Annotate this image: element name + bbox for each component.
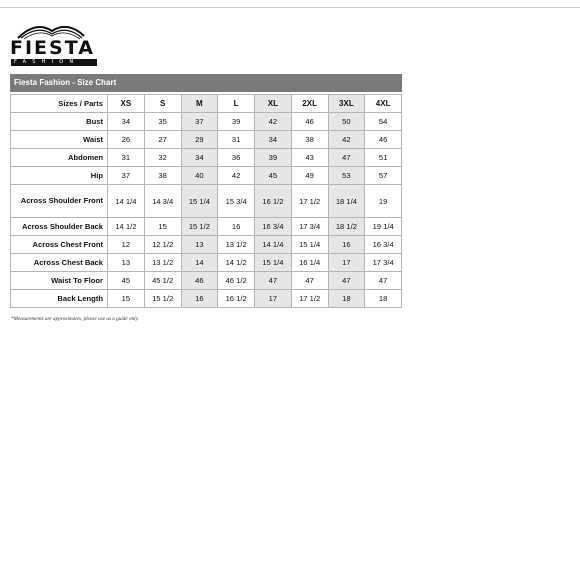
table-row: [11, 290, 402, 308]
table-cell: 16: [218, 218, 255, 236]
row-label: Across Chest Front: [11, 236, 108, 254]
table-cell: 36: [218, 149, 255, 167]
row-label: Back Length: [11, 290, 108, 308]
table-cell: 16 3/4: [365, 236, 402, 254]
table-cell: 14 1/2: [218, 254, 255, 272]
table-cell: 51: [365, 149, 402, 167]
table-cell: 16 1/4: [291, 254, 328, 272]
table-cell: 15 1/4: [181, 185, 218, 218]
table-cell: 53: [328, 167, 365, 185]
table-cell: 16 3/4: [255, 218, 292, 236]
table-cell: 15 1/2: [144, 290, 181, 308]
table-cell: 27: [144, 131, 181, 149]
table-row: [11, 113, 402, 131]
table-cell: 34: [181, 149, 218, 167]
table-cell: 13: [108, 254, 145, 272]
table-cell: 16: [181, 290, 218, 308]
table-cell: 35: [144, 113, 181, 131]
table-cell: 34: [255, 131, 292, 149]
table-cell: 32: [144, 149, 181, 167]
table-cell: 12 1/2: [144, 236, 181, 254]
size-header-4xl: 4XL: [365, 95, 402, 113]
table-cell: 31: [108, 149, 145, 167]
size-header-2xl: 2XL: [291, 95, 328, 113]
table-cell: 42: [255, 113, 292, 131]
table-cell: 19 1/4: [365, 218, 402, 236]
table-cell: 15 1/2: [181, 218, 218, 236]
table-cell: 14 1/2: [108, 218, 145, 236]
table-cell: 26: [108, 131, 145, 149]
table-cell: 57: [365, 167, 402, 185]
table-cell: 47: [328, 149, 365, 167]
table-cell: 17 3/4: [365, 254, 402, 272]
size-chart-body: [11, 113, 402, 308]
size-header-s: S: [144, 95, 181, 113]
table-cell: 42: [328, 131, 365, 149]
table-cell: 49: [291, 167, 328, 185]
table-row: [11, 218, 402, 236]
table-cell: 14 1/4: [255, 236, 292, 254]
corner-label: Sizes / Parts: [11, 95, 108, 113]
table-cell: 15 3/4: [218, 185, 255, 218]
table-cell: 31: [218, 131, 255, 149]
table-cell: 15 1/4: [291, 236, 328, 254]
table-cell: 17 1/2: [291, 185, 328, 218]
table-cell: 50: [328, 113, 365, 131]
table-cell: 18 1/2: [328, 218, 365, 236]
table-row: [11, 149, 402, 167]
size-header-xl: XL: [255, 95, 292, 113]
table-cell: 46: [181, 272, 218, 290]
table-cell: 18 1/4: [328, 185, 365, 218]
table-cell: 16 1/2: [255, 185, 292, 218]
table-cell: 40: [181, 167, 218, 185]
table-cell: 15 1/4: [255, 254, 292, 272]
table-cell: 42: [218, 167, 255, 185]
table-cell: 19: [365, 185, 402, 218]
table-row: [11, 236, 402, 254]
table-row: [11, 254, 402, 272]
row-label: Abdomen: [11, 149, 108, 167]
table-cell: 47: [365, 272, 402, 290]
table-cell: 47: [328, 272, 365, 290]
row-label: Bust: [11, 113, 108, 131]
table-cell: 15: [144, 218, 181, 236]
table-cell: 45 1/2: [144, 272, 181, 290]
row-label: Across Shoulder Back: [11, 218, 108, 236]
table-row: [11, 272, 402, 290]
table-cell: 18: [365, 290, 402, 308]
row-label: Waist: [11, 131, 108, 149]
table-cell: 37: [108, 167, 145, 185]
table-cell: 17 3/4: [291, 218, 328, 236]
table-cell: 46 1/2: [218, 272, 255, 290]
size-chart-title: Fiesta Fashion - Size Chart: [10, 74, 402, 92]
table-cell: 47: [255, 272, 292, 290]
table-cell: 18: [328, 290, 365, 308]
table-cell: 39: [255, 149, 292, 167]
table-cell: 12: [108, 236, 145, 254]
table-cell: 54: [365, 113, 402, 131]
row-label: Hip: [11, 167, 108, 185]
table-cell: 45: [108, 272, 145, 290]
table-cell: 14 1/4: [108, 185, 145, 218]
size-chart-table: [10, 94, 402, 308]
table-cell: 17: [328, 254, 365, 272]
row-label: Waist To Floor: [11, 272, 108, 290]
size-header-row: [11, 95, 402, 113]
table-cell: 38: [144, 167, 181, 185]
fiesta-logo: [10, 22, 100, 68]
size-header-l: L: [218, 95, 255, 113]
row-label: Across Chest Back: [11, 254, 108, 272]
table-row: [11, 167, 402, 185]
table-cell: 13: [181, 236, 218, 254]
table-cell: 46: [291, 113, 328, 131]
measurement-footnote: *Measurements are approximates, please use as a guide only.: [11, 316, 139, 322]
table-cell: 34: [108, 113, 145, 131]
table-cell: 39: [218, 113, 255, 131]
size-chart: [10, 74, 402, 308]
table-cell: 45: [255, 167, 292, 185]
size-header-xs: XS: [108, 95, 145, 113]
table-cell: 13 1/2: [218, 236, 255, 254]
table-cell: 38: [291, 131, 328, 149]
table-cell: 17: [255, 290, 292, 308]
table-cell: 16: [328, 236, 365, 254]
table-cell: 37: [181, 113, 218, 131]
table-cell: 16 1/2: [218, 290, 255, 308]
table-row: [11, 185, 402, 218]
top-divider: [0, 7, 580, 8]
logo-wordmark: FIESTA: [10, 37, 95, 59]
table-cell: 47: [291, 272, 328, 290]
table-cell: 13 1/2: [144, 254, 181, 272]
table-cell: 14 3/4: [144, 185, 181, 218]
logo-subtext: FASHION: [11, 59, 97, 66]
table-cell: 17 1/2: [291, 290, 328, 308]
table-cell: 43: [291, 149, 328, 167]
table-row: [11, 131, 402, 149]
size-header-m: M: [181, 95, 218, 113]
table-cell: 46: [365, 131, 402, 149]
size-header-3xl: 3XL: [328, 95, 365, 113]
table-cell: 14: [181, 254, 218, 272]
table-cell: 29: [181, 131, 218, 149]
table-cell: 15: [108, 290, 145, 308]
row-label: Across Shoulder Front: [11, 185, 108, 218]
